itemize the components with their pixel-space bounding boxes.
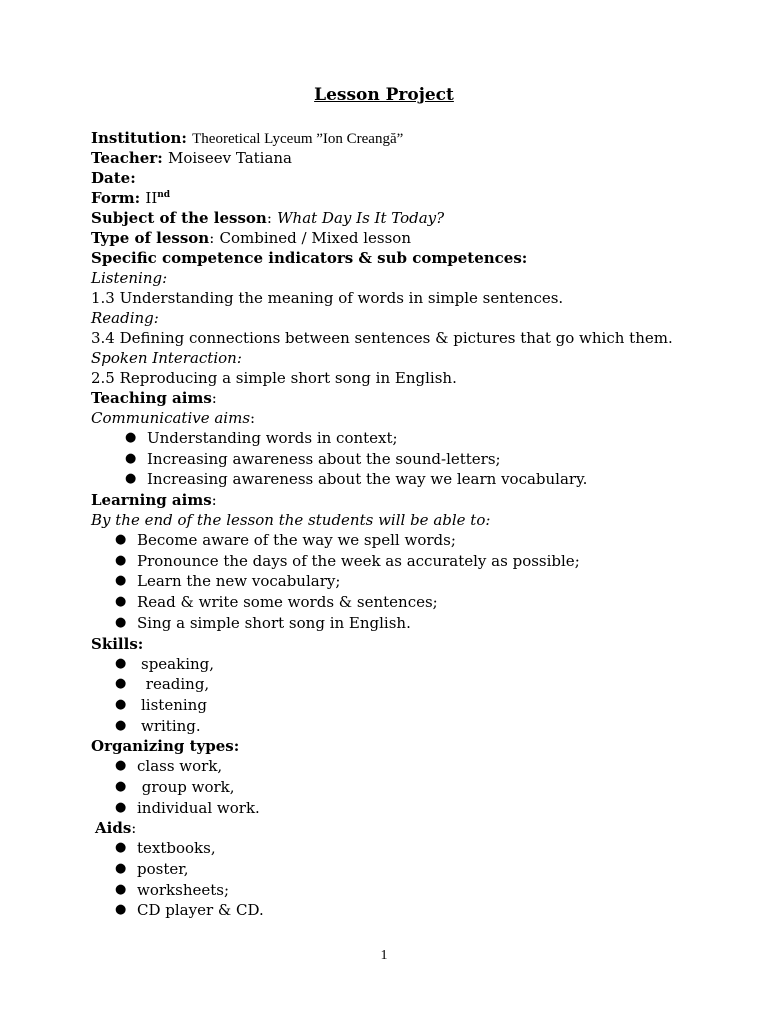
organizing-heading: Organizing types: (91, 737, 240, 756)
spoken-label: Spoken Interaction: (91, 349, 242, 367)
teacher-value: Moiseev Tatiana (167, 149, 293, 167)
list-item: ● Become aware of the way we spell words; (115, 531, 456, 550)
bullet-icon: ● (115, 696, 127, 712)
list-item: ● textbooks, (115, 839, 216, 858)
bullet-icon: ● (115, 758, 127, 774)
teacher-line (91, 148, 731, 168)
bullet-icon: ● (115, 778, 127, 794)
list-item: ● listening (115, 695, 207, 714)
bullet-icon: ● (115, 594, 127, 610)
competence-heading: Specific competence indicators & sub competences: (91, 249, 528, 267)
list-item: ● worksheets; (115, 880, 230, 899)
date-line (91, 168, 731, 188)
learning-aims-list (91, 530, 731, 633)
communicative-aims-line: Communicative aims: (91, 409, 256, 427)
bullet-icon: ● (115, 902, 127, 918)
aids-label: Aids (95, 819, 132, 838)
institution-label: Institution: (91, 129, 187, 147)
institution-value: Theoretical Lyceum ”Ion Creangă” (192, 131, 404, 147)
subject-line: Subject of the lesson: What Day Is It Today? (91, 209, 445, 227)
skills-heading: Skills: (91, 634, 144, 653)
list-item: ● Sing a simple short song in English. (115, 613, 411, 632)
organizing-list (91, 756, 731, 818)
bullet-icon: ● (125, 430, 137, 445)
type-label: Type of lesson (91, 229, 210, 247)
list-item: ● writing. (115, 716, 201, 735)
bullet-icon: ● (115, 799, 127, 815)
bullet-icon: ● (125, 471, 137, 487)
bullet-icon: ● (115, 532, 127, 548)
teaching-aims-label: Teaching aims (91, 389, 212, 407)
list-item: ● reading, (115, 675, 210, 694)
listening-text: 1.3 Understanding the meaning of words in simple sentences. (91, 289, 564, 307)
teacher-label: Teacher: (91, 149, 163, 167)
bullet-icon: ● (115, 573, 127, 589)
skills-list (91, 654, 731, 737)
form-value: II (145, 189, 158, 207)
page-number: 1 (380, 948, 388, 963)
list-item: ● Increasing awareness about the sound-letters; (125, 449, 501, 468)
communicative-aims-label: Communicative aims (91, 409, 251, 427)
document-title: Lesson Project (314, 85, 454, 105)
aids-heading: Aids: (95, 819, 137, 838)
list-item: ● individual work. (115, 798, 260, 817)
bullet-icon: ● (125, 450, 137, 466)
spoken-text: 2.5 Reproducing a simple short song in English. (91, 369, 457, 387)
form-line (91, 188, 731, 208)
bullet-icon: ● (115, 552, 127, 568)
list-item: ● poster, (115, 860, 189, 878)
institution-line (91, 128, 731, 148)
list-item: ● group work, (115, 777, 235, 796)
list-item: ● Understanding words in context; (125, 429, 398, 447)
type-line: Type of lesson: Combined / Mixed lesson (91, 229, 411, 247)
bullet-icon: ● (115, 861, 127, 876)
bullet-icon: ● (115, 655, 127, 671)
subject-label: Subject of the lesson (91, 209, 267, 227)
subject-value: What Day Is It Today? (277, 209, 445, 227)
teaching-aims-list (91, 428, 731, 490)
learning-aims-intro: By the end of the lesson the students will be able to: (91, 511, 491, 530)
list-item: ● Read & write some words & sentences; (115, 593, 438, 612)
learning-aims-heading: Learning aims: (91, 491, 217, 510)
bullet-icon: ● (115, 614, 127, 630)
list-item: ● Pronounce the days of the week as accurately as possible; (115, 551, 580, 570)
list-item: ● Learn the new vocabulary; (115, 572, 341, 591)
listening-label: Listening: (91, 269, 168, 287)
list-item: ● CD player & CD. (115, 901, 264, 920)
reading-text: 3.4 Defining connections between sentences & pictures that go which them. (91, 329, 673, 347)
list-item: ● class work, (115, 757, 223, 776)
date-label: Date: (91, 169, 136, 187)
form-label: Form: (91, 189, 141, 207)
learning-aims-label: Learning aims (91, 491, 212, 510)
type-value: Combined / Mixed lesson (219, 229, 411, 247)
reading-label: Reading: (91, 309, 159, 327)
list-item: ● speaking, (115, 654, 215, 673)
list-item: ● Increasing awareness about the way we learn vocabulary. (125, 470, 588, 489)
bullet-icon: ● (115, 840, 127, 856)
bullet-icon: ● (115, 676, 127, 692)
document-body (91, 128, 731, 921)
form-superscript: nd (157, 190, 171, 200)
aids-list (91, 838, 731, 921)
bullet-icon: ● (115, 881, 127, 897)
bullet-icon: ● (115, 717, 127, 733)
teaching-aims-heading: Teaching aims: (91, 389, 217, 407)
